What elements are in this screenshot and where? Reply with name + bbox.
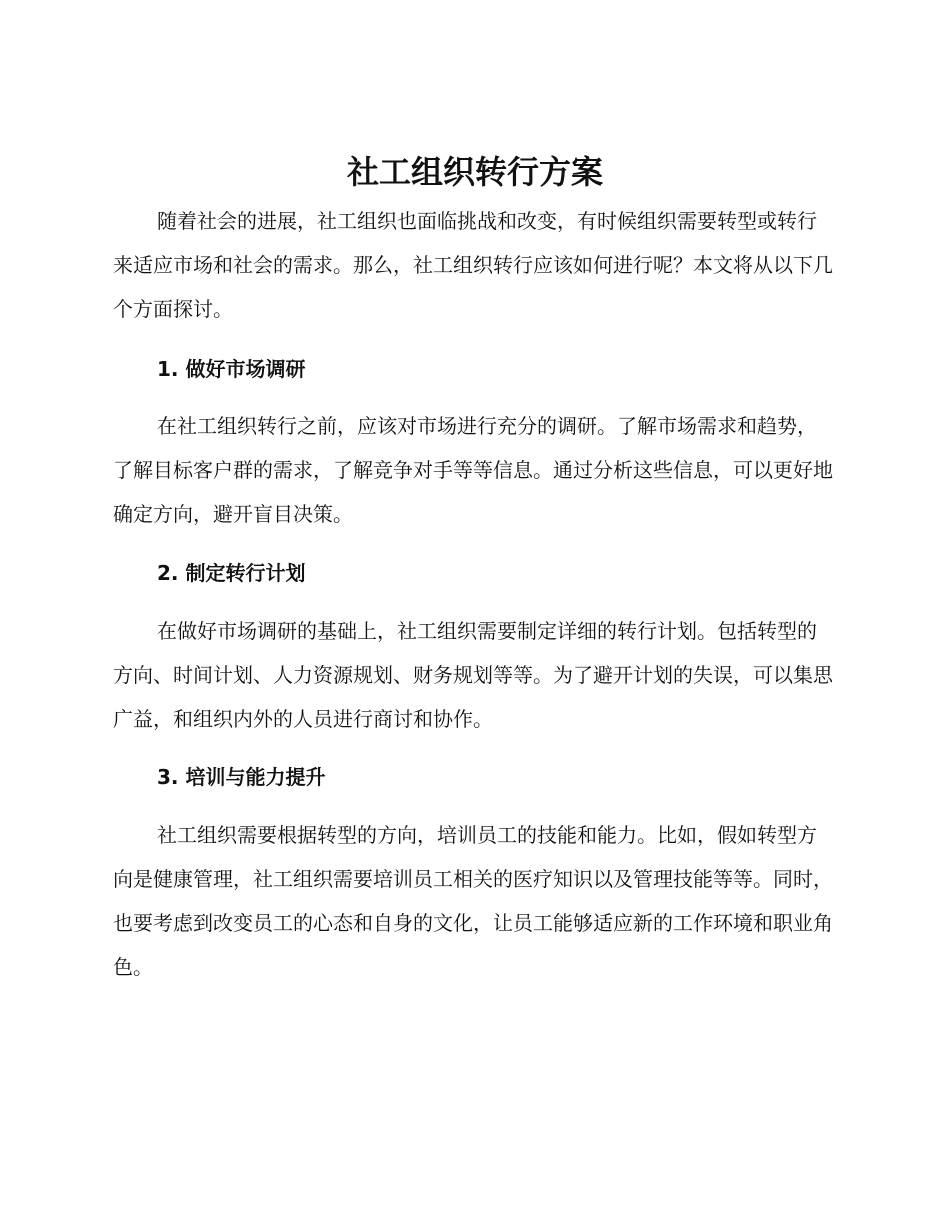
section-body-3: 社工组织需要根据转型的方向，培训员工的技能和能力。比如，假如转型方向是健康管理，社工组织需要培训员工相关的医疗知识以及管理技能等等。同时，也要考虑到改变员工的心态和自身的文化，让员工能够适应新的工作环境和职业角色。 <box>113 823 833 979</box>
section-body-1: 在社工组织转行之前，应该对市场进行充分的调研。了解市场需求和趋势，了解目标客户群的需求，了解竞争对手等等信息。通过分析这些信息，可以更好地确定方向，避开盲目决策。 <box>113 414 833 526</box>
section-body-2: 在做好市场调研的基础上，社工组织需要制定详细的转行计划。包括转型的方向、时间计划、人力资源规划、财务规划等等。为了避开计划的失误，可以集思广益，和组织内外的人员进行商讨和协作。 <box>113 619 833 731</box>
section-heading-1: 1. 做好市场调研 <box>157 357 306 381</box>
document-title: 社工组织转行方案 <box>346 153 603 191</box>
intro-paragraph: 随着社会的进展，社工组织也面临挑战和改变，有时候组织需要转型或转行来适应市场和社会的需求。那么，社工组织转行应该如何进行呢？本文将从以下几个方面探讨。 <box>113 209 833 321</box>
section-heading-2: 2. 制定转行计划 <box>157 561 306 585</box>
section-heading-3: 3. 培训与能力提升 <box>157 765 326 789</box>
